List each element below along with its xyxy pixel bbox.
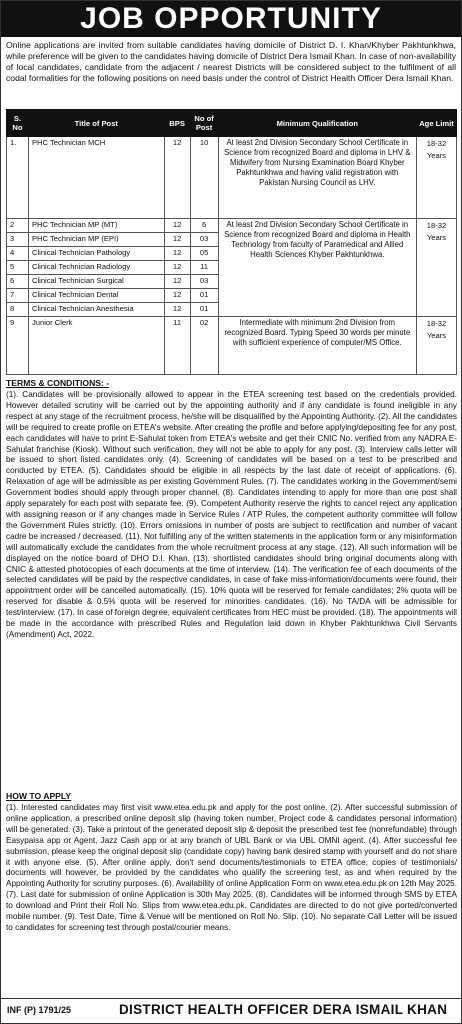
cell-qualification: At least 2nd Division Secondary School Certificate in Science from recognized Board and diploma in LHV & Midwifery from Nursing Examination Board Khyber Pakhtunkhwa and having valid registration with Pakistan Nursing Council as LHV. — [218, 137, 416, 219]
cell-posts: 03 — [190, 233, 218, 247]
cell-title: Clinical Technician Dental — [28, 289, 164, 303]
cell-posts: 11 — [190, 261, 218, 275]
advertisement-reference: INF (P) 1791/25 — [7, 1005, 72, 1015]
cell-bps: 11 — [164, 317, 190, 375]
cell-title: Junior Clerk — [28, 317, 164, 375]
cell-sno: 8 — [7, 303, 29, 317]
header-title: Title of Post — [28, 110, 164, 137]
cell-posts: 03 — [190, 275, 218, 289]
header-qualification: Minimum Qualification — [218, 110, 416, 137]
cell-bps: 12 — [164, 303, 190, 317]
cell-bps: 12 — [164, 261, 190, 275]
table-row — [7, 219, 457, 233]
apply-heading: HOW TO APPLY — [6, 791, 72, 801]
cell-title: Clinical Technician Pathology — [28, 247, 164, 261]
cell-bps: 12 — [164, 275, 190, 289]
table-header-row — [7, 110, 457, 137]
cell-bps: 12 — [164, 233, 190, 247]
intro-paragraph: Online applications are invited from suitable candidates having domicile of District D. I. Khan/Khyber Pakhtunkhwa, while preference will be given to the candidates having domicile of District Dera Ismail Khan. In case of non-availability of local candidates, candidate from the adjacent / nearest Districts will be considered subject to the fulfilment of all codal formalities for the following positions on need basis under the control of District Health Officer Dera Ismail Khan. — [6, 40, 456, 83]
cell-age: 18-32 Years — [417, 219, 457, 317]
cell-posts: 6 — [190, 219, 218, 233]
header-age: Age Limit — [417, 110, 457, 137]
page-title: JOB OPPORTUNITY — [1, 1, 461, 37]
cell-sno: 5 — [7, 261, 29, 275]
cell-sno: 4 — [7, 247, 29, 261]
terms-body: (1). Candidates will be provisionally allowed to appear in the ETEA screening test based on the credentials provided. However detailed scrutiny will be carried out by the appointing authority and if any candidate is found ineligible in any respect at any stage of the recruitment process, he/she will be disqualified by the Appointing Authority. (2). All the candidates will be required to create profile on ETEA's website. After creating the profile and before applying/depositing fee for any post, each candidates will have to print E-Sahulat token from ETEA's website and get their CNIC No. verified from any NADRA E-Sahulat franchise (Kiosk). Without such verification, they will not be able to apply for any post. (3). Interview calls letter will be issued to short listed candidates only. (4). Screening of candidates will be based on a test to be prescribed and conducted by ETEA. (5). Candidates should be eligible in all respects by the last date of receipt of applications. (6). Relaxation of age will be admissible as per existing Government Rules. (7). The candidates working in the Government/semi Government bodies should apply through proper channel. (8). Candidates intending to apply for more than one post shall apply separately for each post with separate fee. (9). Competent Authority reserve the rights to cancel reject any application with assigning reason or if any changes made in Service Rules / ATP Rules, the competent authority committee will follow the Government Rules strictly. (10). Errors omissions in number of posts are subject to rectification and number of vacant cadre be increased / decreased. (11). Not fulfilling any of the written statements in the application form or any misinformation will automatically exclude the candidates from the whole recruitment process at any stage. (12). All such information will be displayed on the notice board of DHO D.I. Khan. (13). shortlisted candidates should bring original documents along with CNIC & attested photocopies of each documents at the time of interview. (14). The verification fee of each documents of the selected candidates will be paid by the respective candidates, in case of fake miss-information/documents were found, their appointment order will be cancelled automatically. (15). 10% quota will be reserved for female candidates; 2% quota will be reserved for disable & 0.5% quota will be reserved for minorities candidates. (16). No TA/DA will be admissible for test/interview. (17). In case of foreign degree, equivalent certificates from HEC must be provided. (18). The appointments will be made in the accordance with prescribed Rules and Regulation laid down in Khyber Pakhtunkhwa Civil Servants (Amendment) Act, 2022. — [6, 390, 457, 639]
cell-posts: 01 — [190, 303, 218, 317]
cell-title: Clinical Technician Radiology — [28, 261, 164, 275]
cell-sno: 2 — [7, 219, 29, 233]
footer — [1, 998, 461, 1023]
cell-bps: 12 — [164, 289, 190, 303]
cell-posts: 02 — [190, 317, 218, 375]
header-bps: BPS — [164, 110, 190, 137]
cell-qualification: At least 2nd Division Secondary School Certificate in Science from recognized Board and diploma in Health Technology from faculty of Paramedical and Allied Health Sciences Khyber Pakhtunkhwa. — [218, 219, 416, 317]
issuing-office: DISTRICT HEALTH OFFICER DERA ISMAIL KHAN — [119, 1002, 448, 1017]
cell-title: PHC Technician MP (EPI) — [28, 233, 164, 247]
cell-age: 18-32 Years — [417, 137, 457, 219]
cell-qualification: Intermediate with minimum 2nd Division from recognized Board. Typing Speed 30 words per minute with sufficient experience of computer/MS Office. — [218, 317, 416, 375]
cell-bps: 12 — [164, 247, 190, 261]
cell-title: PHC Technician MP (MT) — [28, 219, 164, 233]
cell-title: Clinical Technician Anesthesia — [28, 303, 164, 317]
cell-posts: 05 — [190, 247, 218, 261]
cell-title: Clinical Technician Surgical — [28, 275, 164, 289]
cell-sno: 3 — [7, 233, 29, 247]
cell-posts: 01 — [190, 289, 218, 303]
terms-heading: TERMS & CONDITIONS: - — [6, 378, 110, 388]
cell-posts: 10 — [190, 137, 218, 219]
header-sno: S. No — [7, 110, 29, 137]
cell-sno: 1. — [7, 137, 29, 219]
cell-sno: 9 — [7, 317, 29, 375]
cell-bps: 12 — [164, 137, 190, 219]
table-row — [7, 317, 457, 375]
posts-table — [6, 109, 457, 375]
apply-body: (1). Interested candidates may first visit www.etea.edu.pk and apply for the post online. (2). After successful submission of online application, a prescribed online deposit slip (having token number, Project code & candidates personal information) will be generated. (3). Take a printout of the generated deposit slip & deposit the prescribed test fee (nonrefundable) through Easypaisa app or Agent, Jazz Cash app or at any branch of UBL Bank or via UBL OMNI agent. (4). After successful fee submission, please keep the original deposit slip (candidate copy) having bank desired stamp with yourself and do not share it with anyone else. (5). After online apply, don't send documents/testimonials to ETEA office, copies of testimonials/ documents will however, be provided by the candidates who qualify the screening test, as and when required by the Appointing Authority for scrutiny purposes. (6). Availability of online Application Form on www.etea.edu.pk on 12th May 2025. (7). Last date for submission of online Application is 30th May 2025. (8). Candidates will be informed through SMS by ETEA to download and Print their Roll No. Slips from www.etea.edu.pk. Candidates are directed to do not give ported/converted mobile number. (9). Test Date, Time & Venue will be mentioned on Roll No. Slip. (10). No separate Call Letter will be issued to candidates for screening test through postal/courier means. — [6, 803, 457, 932]
table-row — [7, 137, 457, 219]
cell-sno: 7 — [7, 289, 29, 303]
cell-bps: 12 — [164, 219, 190, 233]
cell-sno: 6 — [7, 275, 29, 289]
cell-title: PHC Technician MCH — [28, 137, 164, 219]
header-posts: No of Post — [190, 110, 218, 137]
cell-age: 18-32 Years — [417, 317, 457, 375]
